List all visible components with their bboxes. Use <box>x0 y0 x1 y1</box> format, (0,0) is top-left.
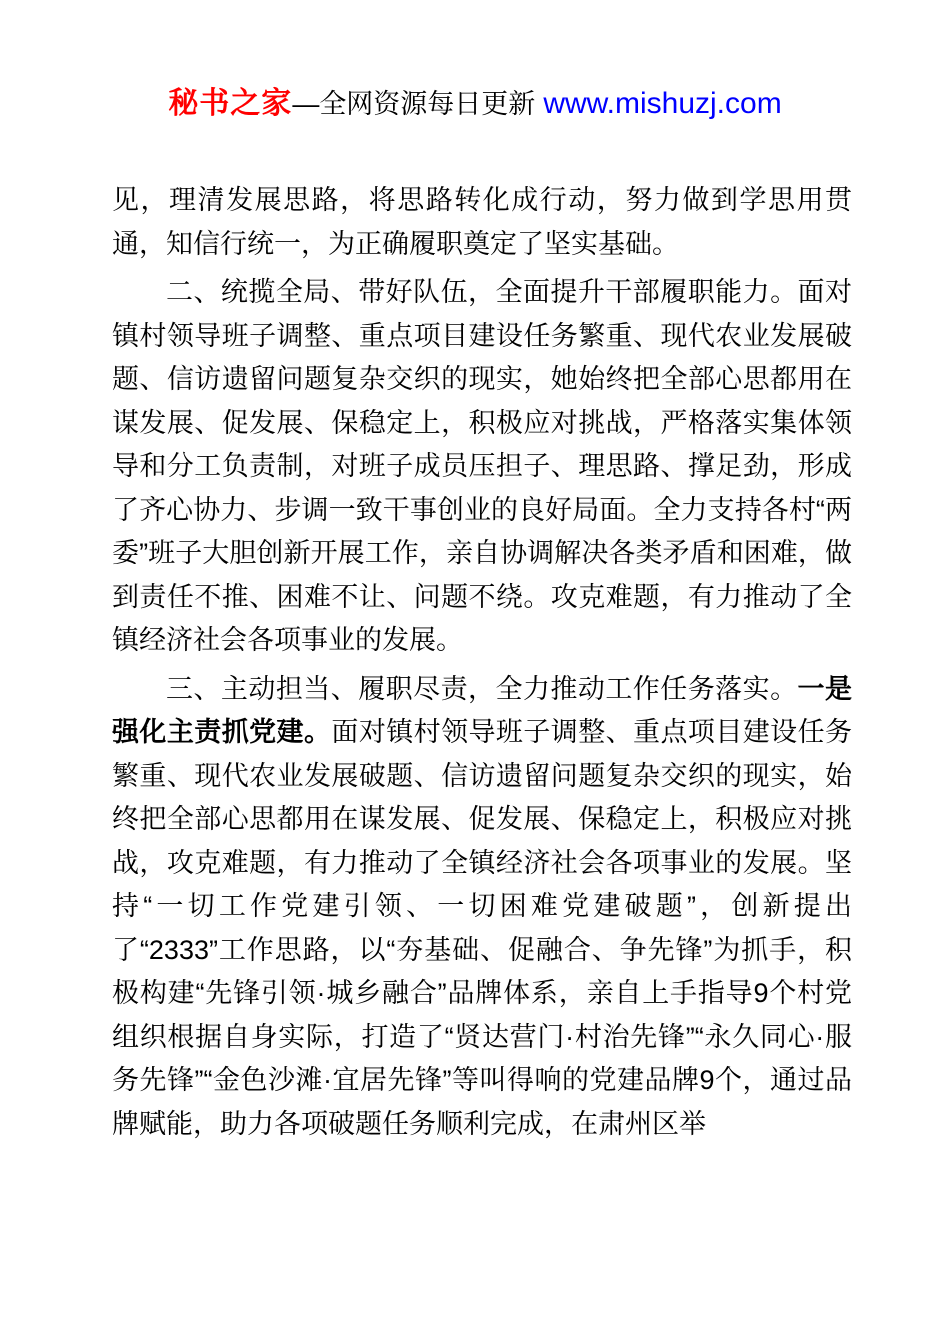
paragraph-section-three <box>112 668 852 1147</box>
paragraph-text: 面对镇村领导班子调整、重点项目建设任务繁重、现代农业发展破题、信访遗留问题复杂交织的现实，始终把全部心思都用在谋发展、促发展、保稳定上，积极应对挑战，攻克难题，有力推动了全镇经济社会各项事业的发展。坚持“一切工作党建引领、一切困难党建破题”，创新提出了“2333”工作思路，以“夯基础、促融合、争先锋”为抓手，积极构建“先锋引领·城乡融合”品牌体系，亲自上手指导9个村党组织根据自身实际，打造了“贤达营门·村治先锋”“永久同心·服务先锋”“金色沙滩·宜居先锋”等叫得响的党建品牌9个，通过品牌赋能，助力各项破题任务顺利完成，在肃州区举 <box>112 717 853 1139</box>
site-url-link[interactable]: www.mishuzj.com <box>543 87 782 120</box>
document-body <box>112 179 852 1146</box>
site-name: 秘书之家 <box>168 87 293 120</box>
paragraph-text: 见，理清发展思路，将思路转化成行动，努力做到学思用贯通，知信行统一，为正确履职奠定了坚实基础。 <box>112 185 852 259</box>
site-header <box>0 0 950 127</box>
paragraph-text: 二、统揽全局、带好队伍，全面提升干部履职能力。面对镇村领导班子调整、重点项目建设任务繁重、现代农业发展破题、信访遗留问题复杂交织的现实，她始终把全部心思都用在谋发展、促发展、保稳定上，积极应对挑战，严格落实集体领导和分工负责制，对班子成员压担子、理思路、撑足劲，形成了齐心协力、步调一致干事创业的良好局面。全力支持各村“两委”班子大胆创新开展工作，亲自协调解决各类矛盾和困难，做到责任不推、困难不让、问题不绕。攻克难题，有力推动了全镇经济社会各项事业的发展。 <box>112 277 852 655</box>
section-heading-text: 三、主动担当、履职尽责，全力推动工作任务落实。 <box>166 673 798 704</box>
paragraph-continuation <box>112 179 852 266</box>
bold-subheading-text: 一是强化主责抓党建。 <box>112 673 853 747</box>
site-tagline: —全网资源每日更新 <box>292 89 536 119</box>
paragraph-section-two <box>112 271 852 663</box>
